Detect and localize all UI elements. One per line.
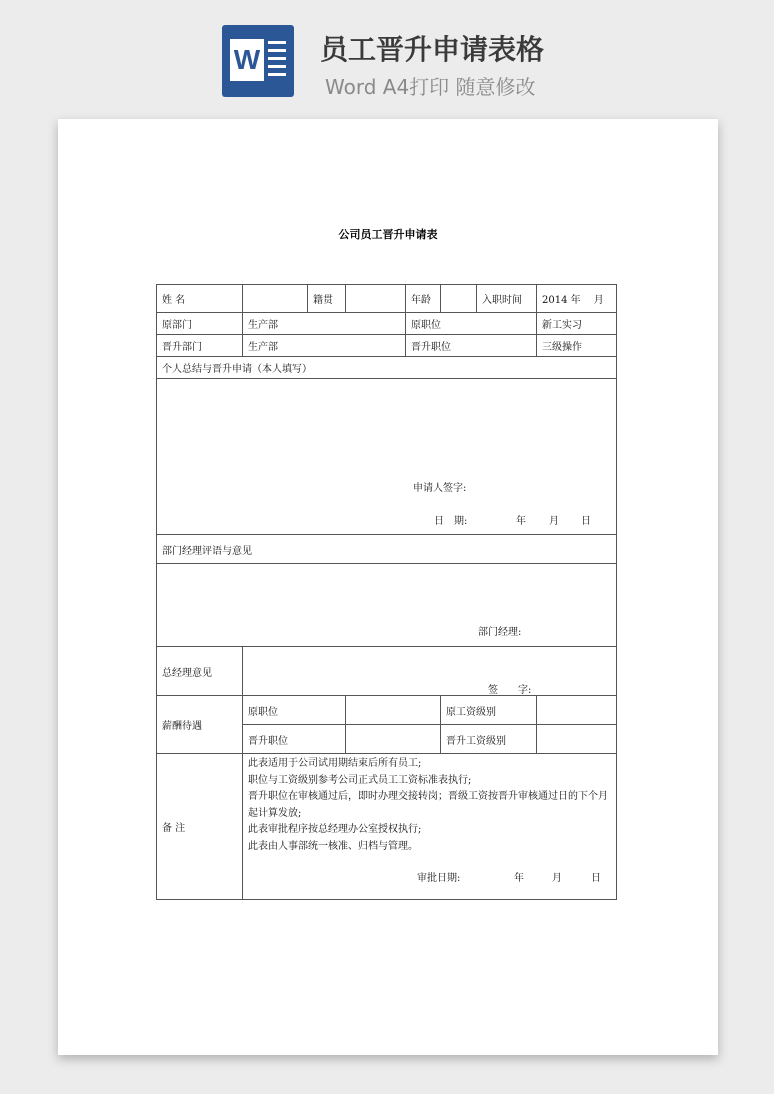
banner [0,0,774,110]
salary-new-pos-field[interactable] [346,725,441,754]
note-line: 职位与工资级别参考公司正式员工工资标准表执行; [248,774,472,786]
gm-label: 总经理意见 [157,647,243,696]
promotion-form-table [156,284,617,900]
gm-opinion-area[interactable] [243,647,617,696]
banner-subtitle: Word A4打印 随意修改 [325,75,536,99]
salary-orig-pos-field[interactable] [346,696,441,725]
row-original [157,313,617,335]
origin-label: 籍贯 [308,285,346,313]
gm-sign-label: 签 字: [488,685,532,696]
manager-comment-area[interactable] [157,564,617,647]
note-line: 此表由人事部统一核准、归档与管理。 [248,840,418,852]
document-page [58,119,718,1055]
note-line: 晋升职位在审核通过后，即时办理交接转岗；晋级工资按晋升审核通过日的下个月起计算发放; [248,791,608,819]
orig-pos-label: 原职位 [406,313,537,335]
new-pos-value[interactable]: 三级操作 [537,335,617,357]
approve-year: 年 [514,873,524,884]
approve-day: 日 [591,873,601,884]
row-summary-body [157,379,617,535]
word-icon-lines [268,41,286,81]
salary-new-grade-field[interactable] [537,725,617,754]
salary-new-pos-label: 晋升职位 [243,725,346,754]
note-line: 此表审批程序按总经理办公室授权执行; [248,824,422,835]
new-dept-label: 晋升部门 [157,335,243,357]
word-icon-letter: W [230,39,264,81]
new-dept-value[interactable]: 生产部 [243,335,406,357]
applicant-sign-label: 申请人签字: [413,483,467,494]
salary-new-grade-label: 晋升工资级别 [441,725,537,754]
word-document-icon [222,25,294,97]
salary-orig-grade-label: 原工资级别 [441,696,537,725]
name-field[interactable] [243,285,308,313]
approve-month: 月 [552,873,562,884]
age-label: 年龄 [406,285,441,313]
salary-label: 薪酬待遇 [157,696,243,754]
origin-field[interactable] [346,285,406,313]
row-promotion [157,335,617,357]
age-field[interactable] [441,285,477,313]
row-basic-info [157,285,617,313]
new-pos-label: 晋升职位 [406,335,537,357]
row-gm [157,647,617,696]
summary-area[interactable] [157,379,617,535]
summary-date-label: 日 期: [434,516,468,527]
summary-month: 月 [549,516,559,527]
note-line: 此表适用于公司试用期结束后所有员工; [248,758,422,769]
summary-label: 个人总结与晋升申请（本人填写） [157,357,617,379]
name-label: 姓 名 [157,285,243,313]
notes-label: 备 注 [157,754,243,900]
manager-label: 部门经理评语与意见 [157,535,617,564]
row-salary-original [157,696,617,725]
notes-area [243,754,617,900]
row-notes [157,754,617,900]
orig-pos-value[interactable]: 新工实习 [537,313,617,335]
row-summary-header [157,357,617,379]
salary-orig-grade-field[interactable] [537,696,617,725]
row-manager-header [157,535,617,564]
orig-dept-label: 原部门 [157,313,243,335]
manager-sign-label: 部门经理: [478,627,522,638]
summary-year: 年 [516,516,526,527]
row-manager-body [157,564,617,647]
banner-title: 员工晋升申请表格 [320,33,545,66]
form-title: 公司员工晋升申请表 [338,228,438,241]
approve-date-label: 审批日期: [417,873,461,884]
summary-day: 日 [581,516,591,527]
join-date-value[interactable]: 2014 年 月 [537,285,617,313]
salary-orig-pos-label: 原职位 [243,696,346,725]
join-date-label: 入职时间 [477,285,537,313]
orig-dept-value[interactable]: 生产部 [243,313,406,335]
